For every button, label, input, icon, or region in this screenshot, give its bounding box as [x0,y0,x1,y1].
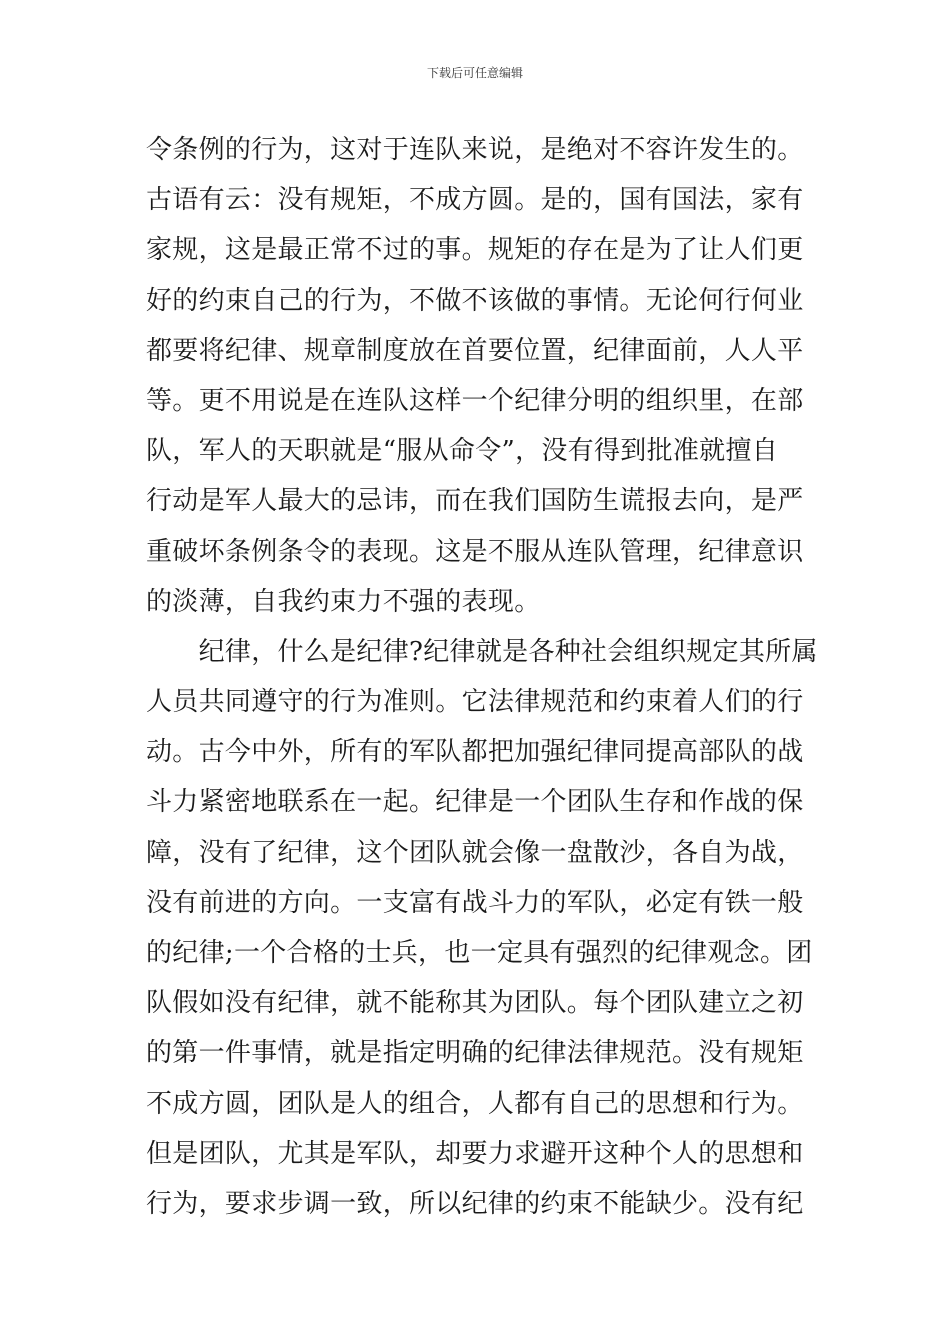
text-line: 等。更不用说是在连队这样一个纪律分明的组织里，在部 [146,385,804,416]
text-line: 人员共同遵守的行为准则。它法律规范和约束着人们的行 [146,687,804,718]
text-line: 行为，要求步调一致，所以纪律的约束不能缺少。没有纪 [146,1188,804,1219]
text-line: 的第一件事情，就是指定明确的纪律法律规范。没有规矩 [146,1038,804,1069]
text-line: 队假如没有纪律，就不能称其为团队。每个团队建立之初 [146,988,804,1019]
text-line: 障，没有了纪律，这个团队就会像一盘散沙，各自为战， [146,837,804,868]
text-line: 不成方圆，团队是人的组合，人都有自己的思想和行为。 [146,1088,804,1119]
text-line: 斗力紧密地联系在一起。纪律是一个团队生存和作战的保 [146,787,804,818]
text-line: 行动是军人最大的忌讳，而在我们国防生谎报去向，是严 [146,486,804,517]
text-line: 但是团队，尤其是军队，却要力求避开这种个人的思想和 [146,1138,804,1169]
text-line: 重破坏条例条令的表现。这是不服从连队管理，纪律意识 [146,536,804,567]
text-line: 纪律，什么是纪律?纪律就是各种社会组织规定其所属 [146,636,818,667]
text-line: 好的约束自己的行为，不做不该做的事情。无论何行何业 [146,285,804,316]
text-line: 令条例的行为，这对于连队来说，是绝对不容许发生的。 [146,135,804,165]
text-line: 的淡薄，自我约束力不强的表现。 [146,586,541,617]
text-line: 的纪律;一个合格的士兵，也一定具有强烈的纪律观念。团 [146,938,813,968]
page-header: 下载后可任意编辑 [426,66,523,80]
text-line: 古语有云：没有规矩，不成方圆。是的，国有国法，家有 [146,185,804,216]
document-body [146,125,818,1229]
text-line: 都要将纪律、规章制度放在首要位置，纪律面前，人人平 [146,335,804,366]
text-line: 没有前进的方向。一支富有战斗力的军队，必定有铁一般 [146,887,804,918]
text-line: 动。古今中外，所有的军队都把加强纪律同提高部队的战 [146,737,804,768]
text-line: 家规，这是最正常不过的事。规矩的存在是为了让人们更 [146,235,804,266]
text-line: 队，军人的天职就是“服从命令”，没有得到批准就擅自 [146,436,779,467]
